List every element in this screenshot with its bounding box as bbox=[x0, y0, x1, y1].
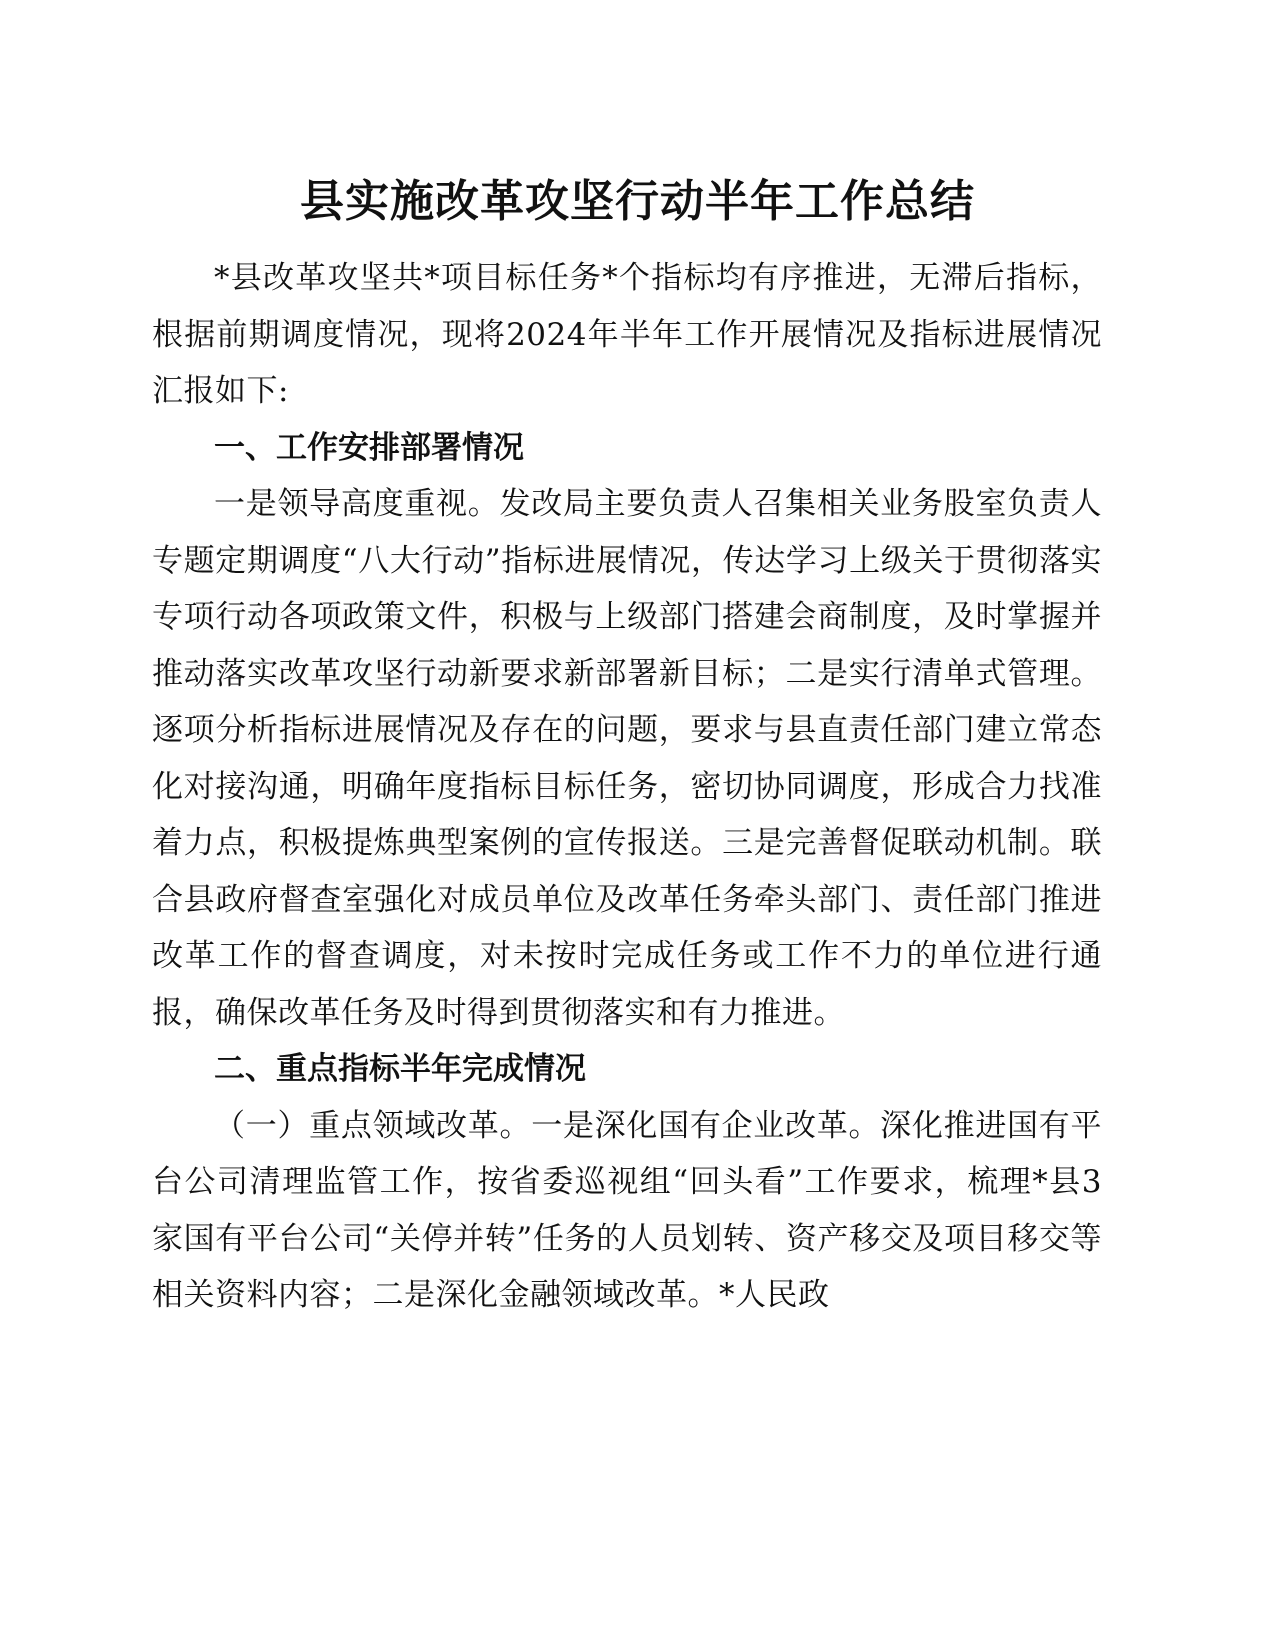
document-body bbox=[152, 250, 1102, 1324]
section-heading-key-indicators: 二、重点指标半年完成情况 bbox=[214, 1051, 586, 1087]
key-indicators-paragraph: （一）重点领域改革。一是深化国有企业改革。深化推进国有平台公司清理监管工作，按省委巡视组“回头看”工作要求，梳理*县3家国有平台公司“关停并转”任务的人员划转、资产移交及项目移交等相关资料内容；二是深化金融领域改革。*人民政 bbox=[152, 1107, 1102, 1313]
document-title: 县实施改革攻坚行动半年工作总结 bbox=[300, 176, 975, 227]
deployment-paragraph: 一是领导高度重视。发改局主要负责人召集相关业务股室负责人专题定期调度“八大行动”指标进展情况，传达学习上级关于贯彻落实专项行动各项政策文件，积极与上级部门搭建会商制度，及时掌握并推动落实改革攻坚行动新要求新部署新目标；二是实行清单式管理。逐项分析指标进展情况及存在的问题，要求与县直责任部门建立常态化对接沟通，明确年度指标目标任务，密切协同调度，形成合力找准着力点，积极提炼典型案例的宣传报送。三是完善督促联动机制。联合县政府督查室强化对成员单位及改革任务牵头部门、责任部门推进改革工作的督查调度，对未按时完成任务或工作不力的单位进行通报，确保改革任务及时得到贯彻落实和有力推进。 bbox=[152, 486, 1102, 1031]
section-heading-deployment: 一、工作安排部署情况 bbox=[214, 429, 524, 466]
intro-paragraph: *县改革攻坚共*项目标任务*个指标均有序推进，无滞后指标，根据前期调度情况，现将2024年半年工作开展情况及指标进展情况汇报如下: bbox=[152, 260, 1102, 409]
